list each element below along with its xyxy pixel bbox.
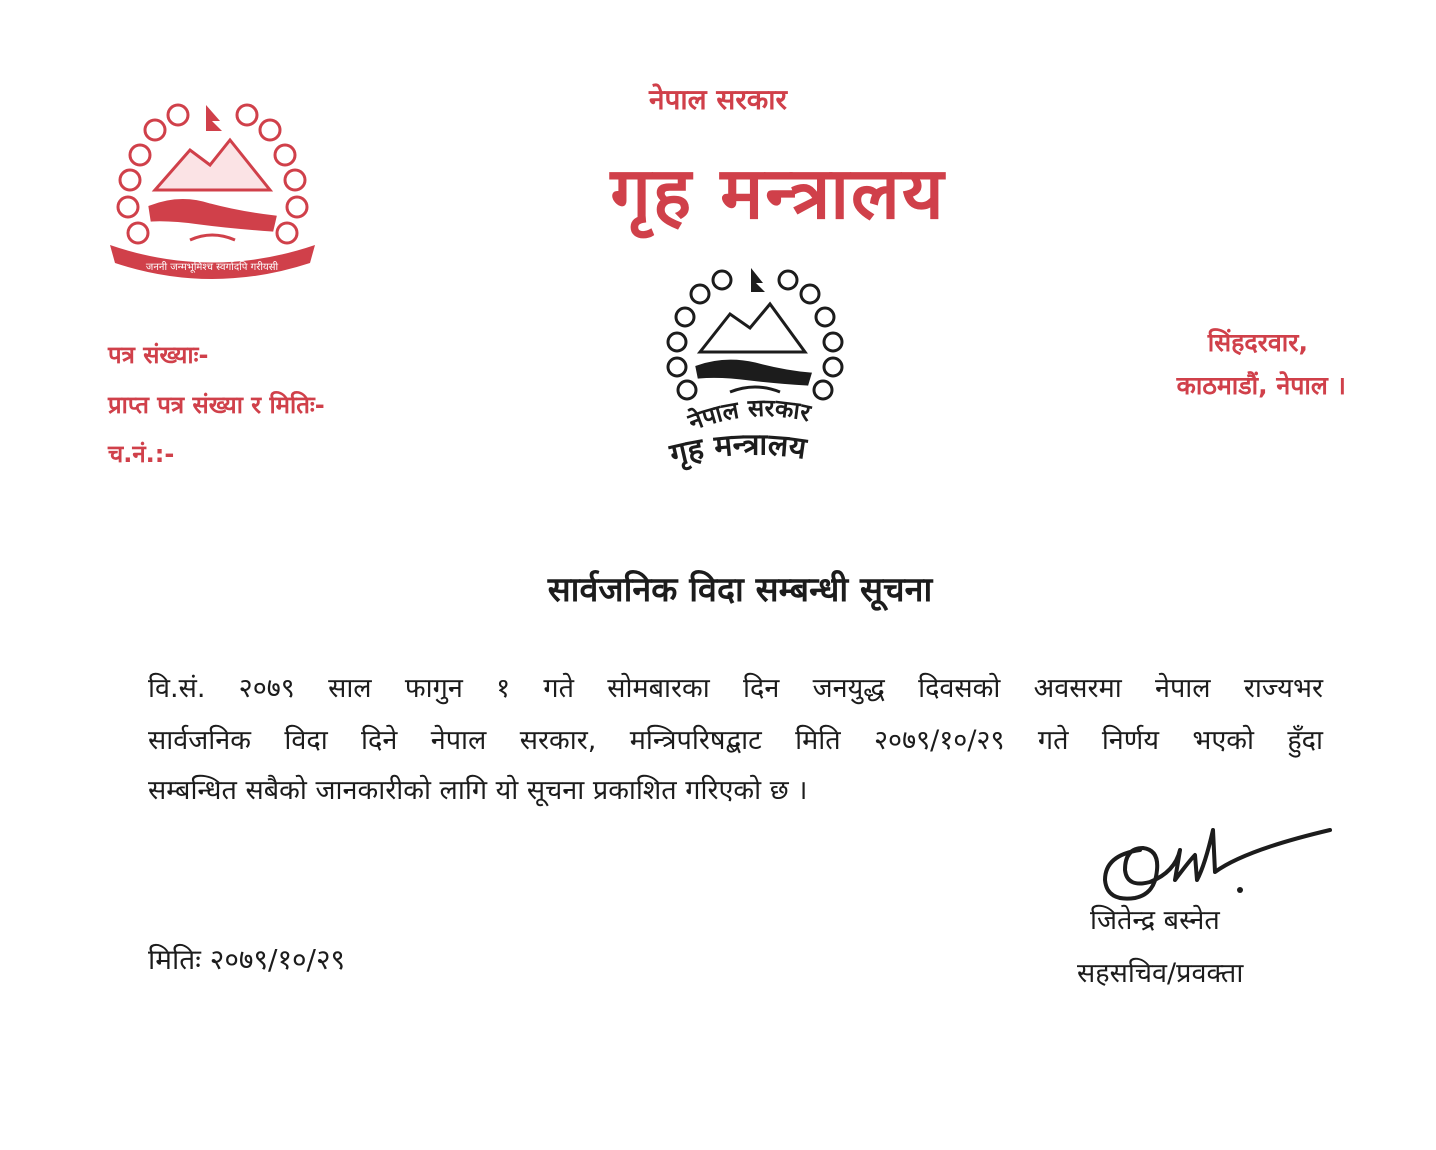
seal-ministry: गृह मन्त्रालय xyxy=(666,427,809,473)
address-line-1: सिंहदरवार, xyxy=(1207,328,1308,357)
received-letter-label: प्राप्त पत्र संख्या र मितिः- xyxy=(108,391,325,419)
ministry-seal xyxy=(655,262,855,487)
notice-date: मितिः २०७९/१०/२९ xyxy=(148,943,346,976)
signatory-title: सहसचिव/प्रवक्ता xyxy=(1077,958,1244,989)
svg-text:गृह मन्त्रालय xyxy=(666,427,810,473)
address-line-2: काठमाडौं, नेपाल । xyxy=(1176,371,1346,400)
dispatch-number-label: च.नं.:- xyxy=(108,440,175,468)
notice-body-line: सम्बन्धित सबैको जानकारीको लागि यो सूचना प्रकाशित गरिएको छ । xyxy=(148,775,808,806)
header-ministry: गृह मन्त्रालय xyxy=(610,151,946,235)
letter-number-label: पत्र संख्याः- xyxy=(108,341,209,369)
header-government: नेपाल सरकार xyxy=(648,83,788,116)
notice-body-line: सार्वजनिक विदा दिने नेपाल सरकार, मन्त्रिपरिषद्बाट मिति २०७९/१०/२९ गते निर्णय भएको हुँदा xyxy=(148,725,1323,756)
notice-body-line: वि.सं. २०७९ साल फागुन १ गते सोमबारका दिन जनयुद्ध दिवसको अवसरमा नेपाल राज्यभर xyxy=(148,673,1323,704)
notice-title: सार्वजनिक विदा सम्बन्धी सूचना xyxy=(547,570,933,610)
emblem-motto: जननी जन्मभूमिश्च स्वर्गादपि गरीयसी xyxy=(145,262,279,273)
signatory-name: जितेन्द्र बस्नेत xyxy=(1090,905,1220,936)
seal-government: नेपाल सरकार xyxy=(684,393,814,437)
signature xyxy=(1095,810,1335,910)
